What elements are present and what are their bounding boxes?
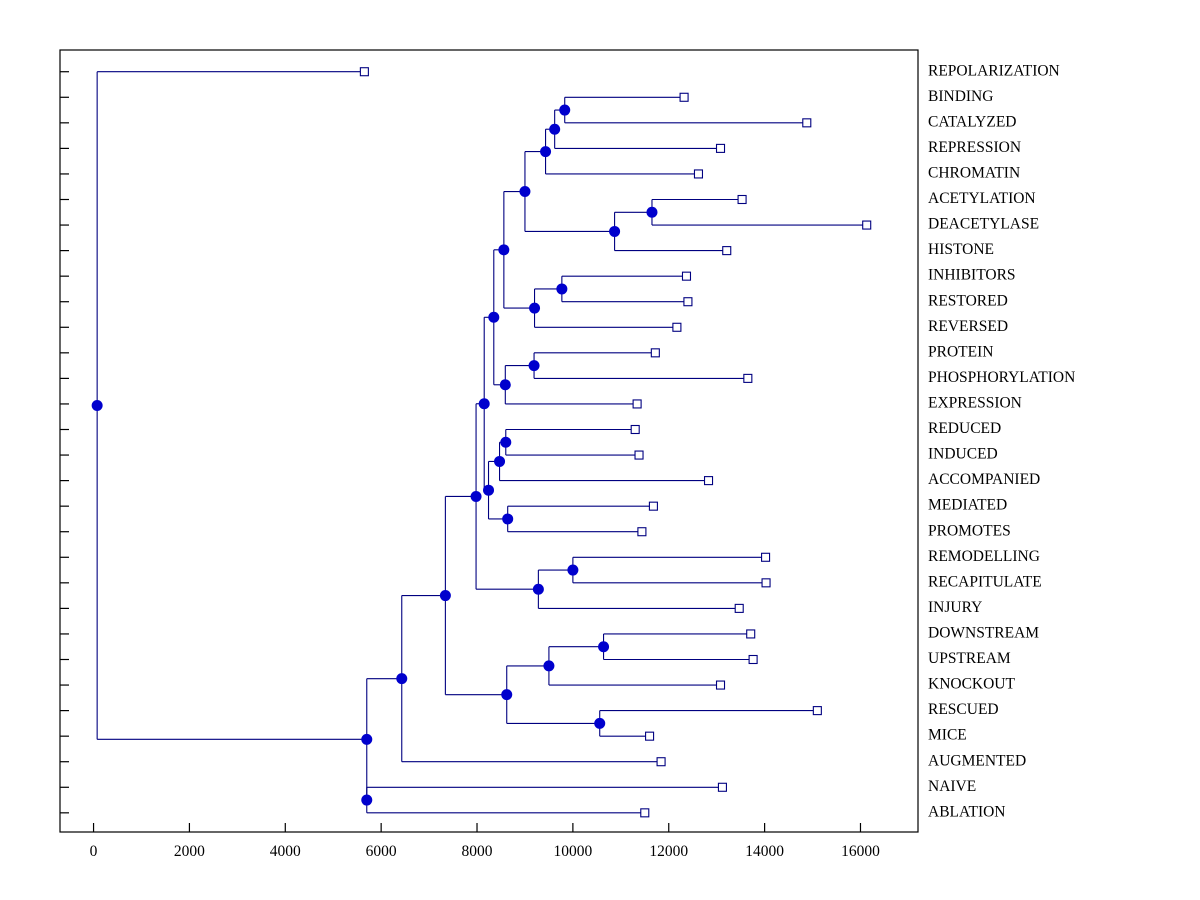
leaf-label-group [928,62,1075,820]
leaf-label: MICE [928,726,967,744]
leaf-label: EXPRESSION [928,394,1022,412]
leaf-label: AUGMENTED [928,752,1027,770]
x-tick-label-group [90,843,880,860]
x-tick-label: 8000 [461,843,493,860]
leaf-marker [682,272,690,280]
leaf-label: INDUCED [928,445,998,463]
leaf-marker [651,349,659,357]
leaf-marker [762,553,770,561]
merge-node-marker [500,437,511,448]
merge-node-marker [479,398,490,409]
merge-node-marker [529,360,540,371]
leaf-label: CATALYZED [928,113,1017,131]
dendrogram-markers [92,68,871,817]
leaf-marker [684,298,692,306]
dendrogram-tree [97,72,867,813]
leaf-marker [673,323,681,331]
leaf-label: CHROMATIN [928,164,1021,182]
leaf-label: UPSTREAM [928,650,1011,668]
leaf-marker [641,809,649,817]
leaf-marker [635,451,643,459]
leaf-marker [680,93,688,101]
leaf-marker [735,604,743,612]
leaf-marker [803,119,811,127]
leaf-label: PROTEIN [928,343,994,361]
leaf-marker [649,502,657,510]
leaf-label: DEACETYLASE [928,215,1040,233]
merge-node-marker [540,146,551,157]
leaf-label: BINDING [928,87,994,105]
leaf-marker [863,221,871,229]
leaf-label: DOWNSTREAM [928,624,1040,642]
leaf-label: HISTONE [928,241,995,259]
leaf-marker [749,656,757,664]
merge-node-marker [529,303,540,314]
leaf-marker [717,681,725,689]
leaf-marker [723,247,731,255]
merge-node-marker [396,673,407,684]
leaf-label: ABLATION [928,803,1006,821]
leaf-label: MEDIATED [928,496,1008,514]
merge-node-marker [494,456,505,467]
merge-node-marker [440,590,451,601]
merge-node-marker [543,660,554,671]
x-tick-label: 4000 [269,843,301,860]
x-tick-label: 6000 [365,843,397,860]
leaf-label: INHIBITORS [928,266,1016,284]
merge-node-marker [500,379,511,390]
x-tick-label: 16000 [841,843,880,860]
leaf-marker [705,477,713,485]
x-tick-label: 2000 [173,843,205,860]
merge-node-marker [609,226,620,237]
merge-node-marker [361,795,372,806]
leaf-marker [747,630,755,638]
leaf-label: INJURY [928,598,983,616]
leaf-marker [638,528,646,536]
merge-node-marker [567,565,578,576]
leaf-label: RECAPITULATE [928,573,1042,591]
leaf-label: ACCOMPANIED [928,471,1041,489]
merge-node-marker [533,584,544,595]
x-tick-label: 14000 [745,843,784,860]
merge-node-marker [559,105,570,116]
merge-node-marker [598,641,609,652]
merge-node-marker [556,283,567,294]
merge-node-marker [483,485,494,496]
merge-node-marker [501,689,512,700]
leaf-marker [657,758,665,766]
leaf-marker [813,707,821,715]
merge-node-marker [502,513,513,524]
merge-node-marker [549,124,560,135]
leaf-marker [738,196,746,204]
leaf-label: RESTORED [928,292,1008,310]
merge-node-marker [498,244,509,255]
x-tick-label: 0 [89,843,98,860]
leaf-marker [744,374,752,382]
leaf-label: PHOSPHORYLATION [928,368,1076,386]
leaf-marker [360,68,368,76]
leaf-label: REPRESSION [928,138,1022,156]
x-tick-label: 10000 [553,843,593,860]
leaf-marker [631,426,639,434]
leaf-label: NAIVE [928,777,977,795]
axis-ticks [60,72,860,832]
leaf-label: REDUCED [928,420,1002,438]
leaf-label: KNOCKOUT [928,675,1015,693]
leaf-marker [717,144,725,152]
merge-node-marker [594,718,605,729]
leaf-label: REMODELLING [928,547,1040,565]
leaf-label: REVERSED [928,317,1009,335]
merge-node-marker [471,491,482,502]
leaf-label: REPOLARIZATION [928,62,1060,80]
merge-node-marker [92,400,103,411]
leaf-marker [718,783,726,791]
plot-frame [60,50,918,832]
merge-node-marker [646,207,657,218]
merge-node-marker [519,186,530,197]
merge-node-marker [488,312,499,323]
leaf-label: ACETYLATION [928,190,1036,208]
leaf-label: RESCUED [928,701,999,719]
leaf-marker [762,579,770,587]
leaf-marker [694,170,702,178]
leaf-marker [633,400,641,408]
leaf-marker [646,732,654,740]
x-tick-label: 12000 [649,843,689,860]
merge-node-marker [361,734,372,745]
leaf-label: PROMOTES [928,522,1011,540]
